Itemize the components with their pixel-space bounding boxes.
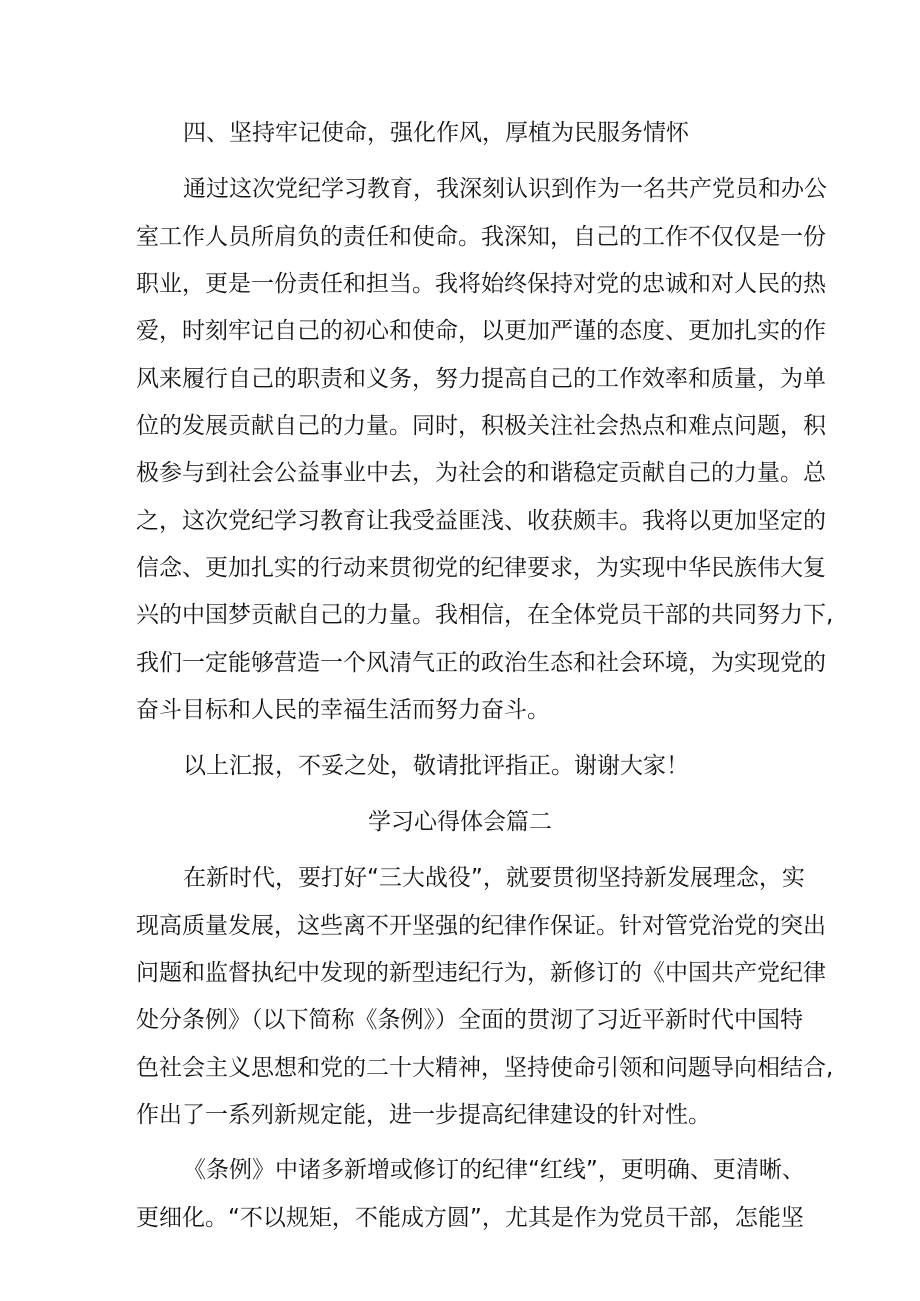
paragraph-line: 风来履行自己的职责和义务，努力提高自己的工作效率和质量，为单: [136, 366, 826, 392]
paragraph-line: 在新时代，要打好“三大战役”，就要贯彻坚持新发展理念，实: [183, 865, 805, 891]
closing-line: 以上汇报，不妥之处，敬请批评指正。谢谢大家！: [183, 753, 689, 779]
paragraph-line: 信念、更加扎实的行动来贯彻党的纪律要求，为实现中华民族伟大复: [136, 555, 826, 581]
paragraph-line: 职业，更是一份责任和担当。我将始终保持对党的忠诚和对人民的热: [136, 271, 826, 297]
paragraph-line: 现高质量发展，这些离不开坚强的纪律作保证。针对管党治党的突出: [136, 913, 826, 939]
section-title: 学习心得体会篇二: [368, 809, 552, 835]
paragraph-line: 问题和监督执纪中发现的新型违纪行为，新修订的《中国共产党纪律: [136, 960, 826, 986]
paragraph-line: 爱，时刻牢记自己的初心和使命，以更加严谨的态度、更加扎实的作: [136, 318, 826, 344]
paragraph-line: 色社会主义思想和党的二十大精神，坚持使命引领和问题导向相结合,: [136, 1055, 834, 1081]
paragraph-line: 兴的中国梦贡献自己的力量。我相信，在全体党员干部的共同努力下,: [136, 602, 834, 628]
paragraph-line: 奋斗目标和人民的幸福生活而努力奋斗。: [136, 697, 550, 723]
section-heading: 四、坚持牢记使命，强化作风，厚植为民服务情怀: [183, 120, 689, 146]
paragraph-line: 《条例》中诸多新增或修订的纪律“红线”，更明确、更清晰、: [183, 1157, 805, 1183]
paragraph-line: 处分条例》（以下简称《条例》）全面的贯沏了习近平新时代中国特: [136, 1007, 803, 1033]
paragraph-line: 作出了一系列新规定能，进一步提高纪律建设的针对性。: [136, 1102, 711, 1128]
paragraph-line: 更细化。“不以规矩，不能成方圆”，尤其是作为党员干部，怎能坚: [136, 1205, 804, 1231]
paragraph-line: 我们一定能够营造一个风清气正的政治生态和社会环境，为实现党的: [136, 650, 826, 676]
paragraph-line: 位的发展贡献自己的力量。同时，积极关注社会热点和难点问题，积: [136, 413, 826, 439]
paragraph-line: 通过这次党纪学习教育，我深刻认识到作为一名共产党员和办公: [183, 176, 827, 202]
paragraph-line: 极参与到社会公益事业中去，为社会的和谐稳定贡献自己的力量。总: [136, 460, 826, 486]
paragraph-line: 室工作人员所肩负的责任和使命。我深知，自己的工作不仅仅是一份: [136, 224, 826, 250]
paragraph-line: 之，这次党纪学习教育让我受益匪浅、收获颇丰。我将以更加坚定的: [136, 508, 826, 534]
